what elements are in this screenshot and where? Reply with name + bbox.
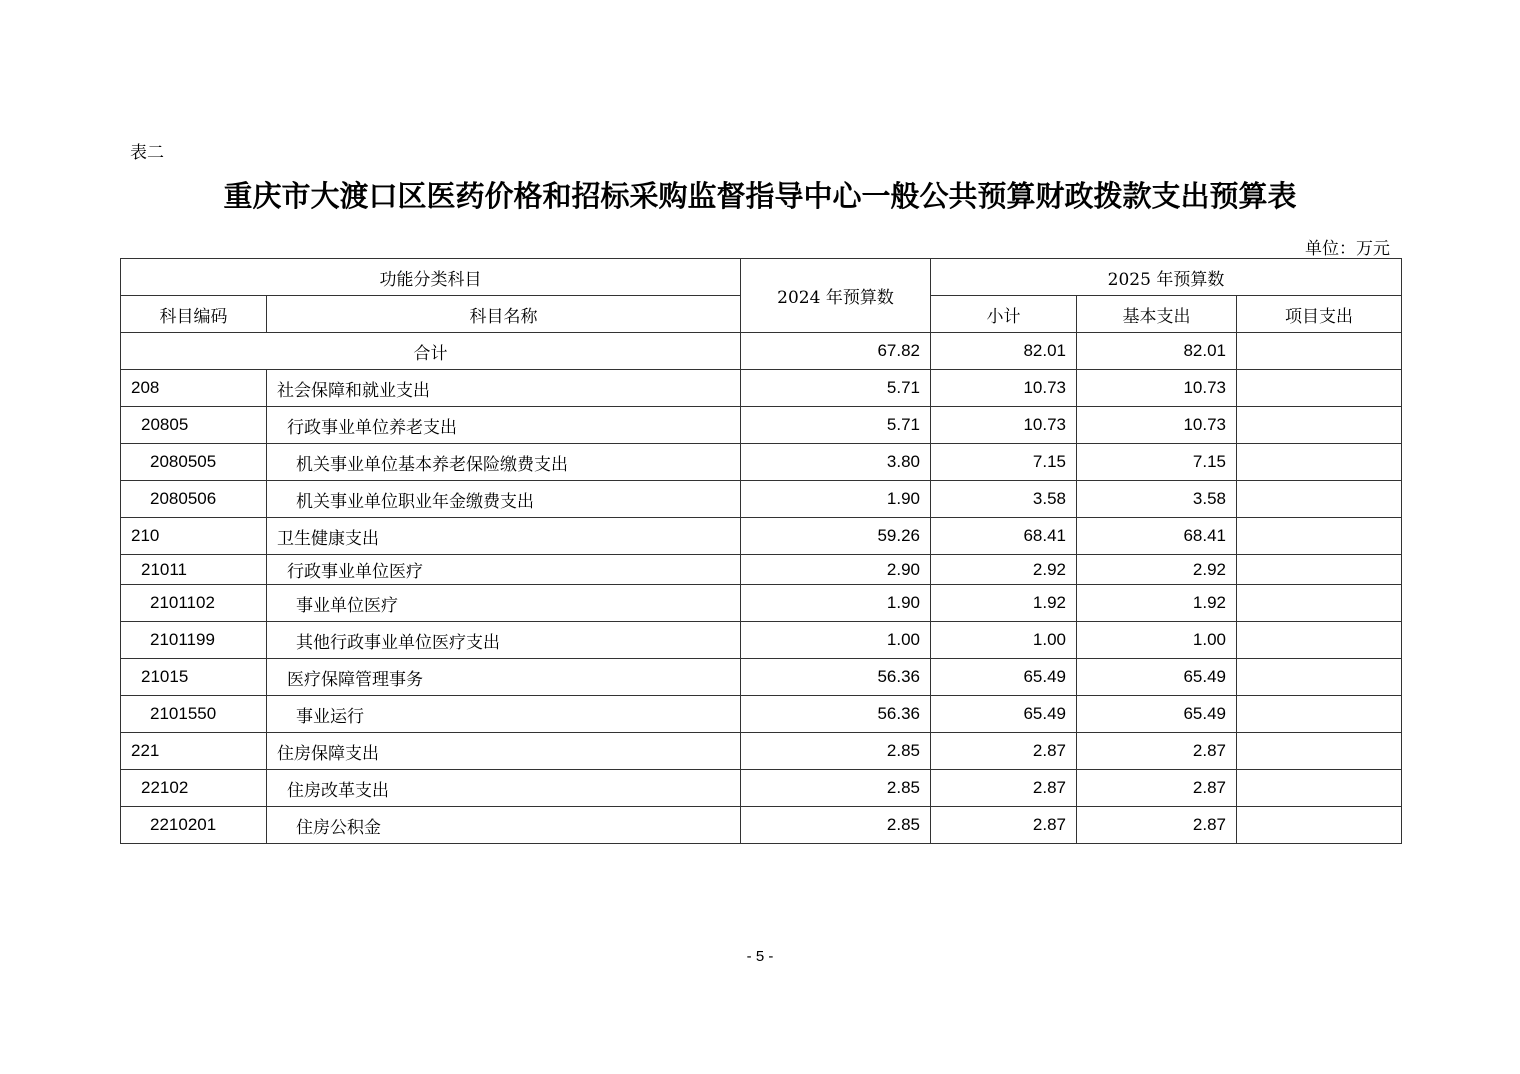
basic-expenditure-cell: 2.87	[1077, 770, 1237, 807]
name-cell: 住房公积金	[267, 807, 741, 844]
total-budget-2024: 67.82	[741, 333, 931, 370]
budget-table	[120, 258, 1402, 844]
name-cell: 住房保障支出	[267, 733, 741, 770]
project-expenditure-cell	[1237, 407, 1402, 444]
total-row	[121, 333, 1402, 370]
basic-expenditure-cell: 7.15	[1077, 444, 1237, 481]
code-cell: 22102	[121, 770, 267, 807]
subtotal-cell: 2.87	[931, 770, 1077, 807]
budget-2024-cell: 2.90	[741, 555, 931, 585]
table-row	[121, 444, 1402, 481]
budget-2024-cell: 2.85	[741, 807, 931, 844]
table-row	[121, 622, 1402, 659]
budget-2024-cell: 5.71	[741, 407, 931, 444]
code-cell: 2080506	[121, 481, 267, 518]
document-title: 重庆市大渡口区医药价格和招标采购监督指导中心一般公共预算财政拨款支出预算表	[223, 179, 1297, 213]
budget-2025-header: 2025 年预算数	[931, 259, 1402, 296]
subtotal-cell: 1.92	[931, 585, 1077, 622]
subtotal-cell: 10.73	[931, 370, 1077, 407]
basic-expenditure-cell: 10.73	[1077, 407, 1237, 444]
project-expenditure-cell	[1237, 555, 1402, 585]
project-expenditure-cell	[1237, 370, 1402, 407]
unit-label: 单位：万元	[1305, 239, 1390, 259]
subtotal-header: 小计	[931, 296, 1077, 333]
budget-2024-cell: 56.36	[741, 696, 931, 733]
total-project	[1237, 333, 1402, 370]
code-cell: 2080505	[121, 444, 267, 481]
code-cell: 21011	[121, 555, 267, 585]
project-expenditure-cell	[1237, 696, 1402, 733]
subtotal-cell: 65.49	[931, 696, 1077, 733]
project-expenditure-header: 项目支出	[1237, 296, 1402, 333]
name-cell: 社会保障和就业支出	[267, 370, 741, 407]
subtotal-cell: 2.87	[931, 807, 1077, 844]
name-header: 科目名称	[267, 296, 741, 333]
functional-classification-header: 功能分类科目	[121, 259, 741, 296]
project-expenditure-cell	[1237, 585, 1402, 622]
project-expenditure-cell	[1237, 733, 1402, 770]
code-cell: 221	[121, 733, 267, 770]
basic-expenditure-cell: 65.49	[1077, 696, 1237, 733]
subtotal-cell: 3.58	[931, 481, 1077, 518]
name-cell: 行政事业单位养老支出	[267, 407, 741, 444]
budget-2024-cell: 1.90	[741, 481, 931, 518]
total-basic: 82.01	[1077, 333, 1237, 370]
project-expenditure-cell	[1237, 807, 1402, 844]
code-cell: 2101550	[121, 696, 267, 733]
subtotal-cell: 2.87	[931, 733, 1077, 770]
code-header: 科目编码	[121, 296, 267, 333]
subtotal-cell: 10.73	[931, 407, 1077, 444]
project-expenditure-cell	[1237, 659, 1402, 696]
project-expenditure-cell	[1237, 518, 1402, 555]
code-cell: 21015	[121, 659, 267, 696]
basic-expenditure-cell: 1.92	[1077, 585, 1237, 622]
basic-expenditure-cell: 3.58	[1077, 481, 1237, 518]
table-row	[121, 696, 1402, 733]
basic-expenditure-cell: 2.87	[1077, 807, 1237, 844]
basic-expenditure-cell: 65.49	[1077, 659, 1237, 696]
page-number: - 5 -	[746, 948, 774, 965]
budget-2024-cell: 5.71	[741, 370, 931, 407]
code-cell: 2210201	[121, 807, 267, 844]
total-subtotal: 82.01	[931, 333, 1077, 370]
budget-2024-cell: 1.00	[741, 622, 931, 659]
basic-expenditure-cell: 10.73	[1077, 370, 1237, 407]
budget-2024-cell: 56.36	[741, 659, 931, 696]
code-cell: 2101199	[121, 622, 267, 659]
code-cell: 208	[121, 370, 267, 407]
name-cell: 住房改革支出	[267, 770, 741, 807]
subtotal-cell: 7.15	[931, 444, 1077, 481]
name-cell: 其他行政事业单位医疗支出	[267, 622, 741, 659]
subtotal-cell: 65.49	[931, 659, 1077, 696]
budget-2024-header: 2024 年预算数	[741, 259, 931, 333]
name-cell: 机关事业单位职业年金缴费支出	[267, 481, 741, 518]
code-cell: 2101102	[121, 585, 267, 622]
project-expenditure-cell	[1237, 622, 1402, 659]
table-row	[121, 481, 1402, 518]
basic-expenditure-cell: 68.41	[1077, 518, 1237, 555]
table-row	[121, 370, 1402, 407]
code-cell: 210	[121, 518, 267, 555]
name-cell: 事业单位医疗	[267, 585, 741, 622]
subtotal-cell: 1.00	[931, 622, 1077, 659]
name-cell: 医疗保障管理事务	[267, 659, 741, 696]
name-cell: 卫生健康支出	[267, 518, 741, 555]
budget-2024-cell: 2.85	[741, 770, 931, 807]
table-row	[121, 555, 1402, 585]
subtotal-cell: 68.41	[931, 518, 1077, 555]
table-label: 表二	[130, 143, 164, 163]
table-row	[121, 659, 1402, 696]
subtotal-cell: 2.92	[931, 555, 1077, 585]
table-row	[121, 518, 1402, 555]
budget-2024-cell: 2.85	[741, 733, 931, 770]
name-cell: 机关事业单位基本养老保险缴费支出	[267, 444, 741, 481]
budget-2024-cell: 1.90	[741, 585, 931, 622]
name-cell: 行政事业单位医疗	[267, 555, 741, 585]
basic-expenditure-cell: 2.87	[1077, 733, 1237, 770]
basic-expenditure-cell: 2.92	[1077, 555, 1237, 585]
total-label: 合计	[121, 333, 741, 370]
table-row	[121, 585, 1402, 622]
budget-2024-cell: 3.80	[741, 444, 931, 481]
table-row	[121, 807, 1402, 844]
project-expenditure-cell	[1237, 481, 1402, 518]
code-cell: 20805	[121, 407, 267, 444]
basic-expenditure-cell: 1.00	[1077, 622, 1237, 659]
budget-2024-cell: 59.26	[741, 518, 931, 555]
table-row	[121, 733, 1402, 770]
header-row-1	[121, 259, 1402, 296]
table-row	[121, 770, 1402, 807]
project-expenditure-cell	[1237, 770, 1402, 807]
project-expenditure-cell	[1237, 444, 1402, 481]
name-cell: 事业运行	[267, 696, 741, 733]
basic-expenditure-header: 基本支出	[1077, 296, 1237, 333]
table-row	[121, 407, 1402, 444]
